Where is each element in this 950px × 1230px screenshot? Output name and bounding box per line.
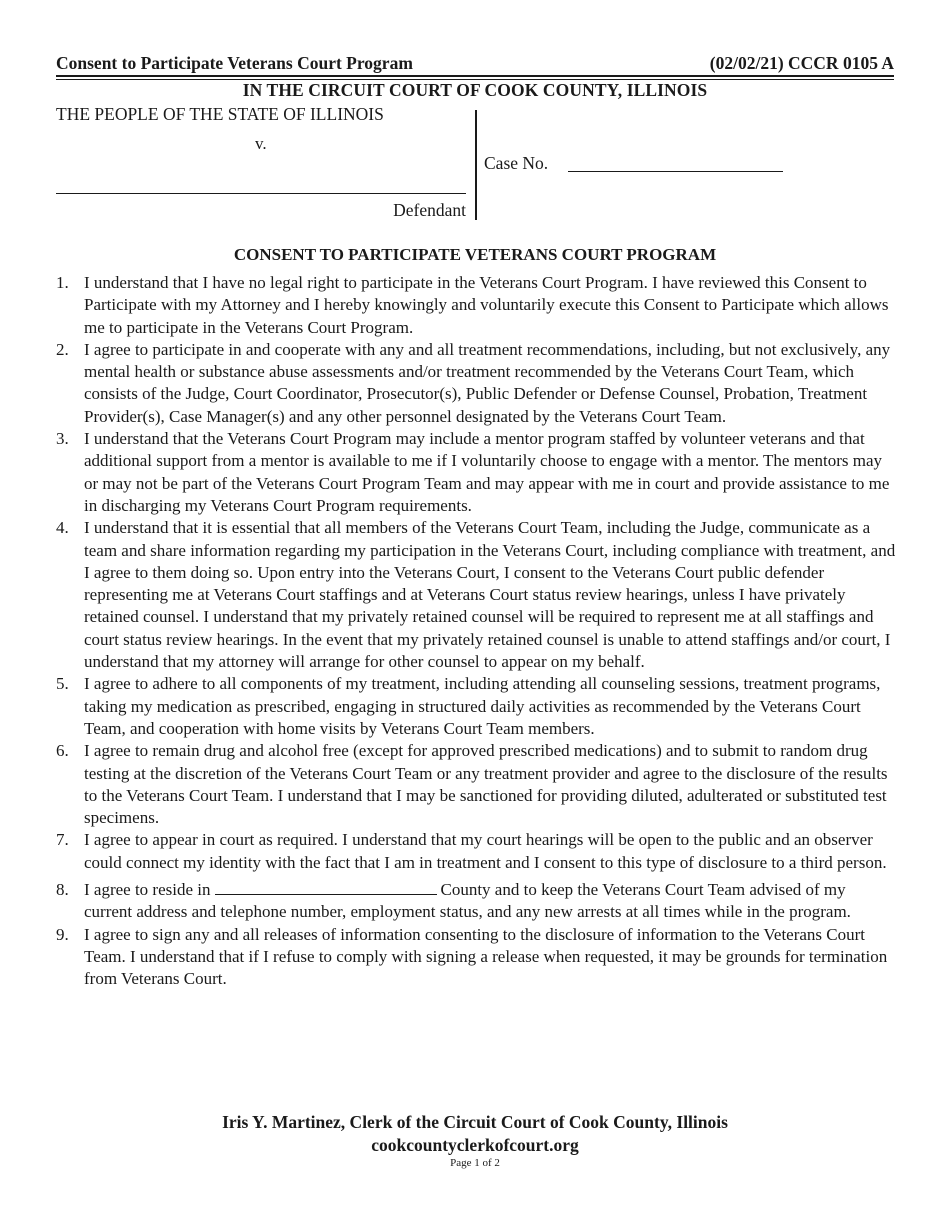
consent-item-5 xyxy=(56,673,898,740)
case-number-label: Case No. xyxy=(484,153,549,173)
item-number: 8. xyxy=(56,880,69,900)
consent-item-2 xyxy=(56,339,898,428)
consent-item-3 xyxy=(56,428,898,517)
defendant-name-field[interactable] xyxy=(56,193,466,194)
item-number: 3. xyxy=(56,429,69,449)
item-text: I understand that the Veterans Court Program may include a mentor program staffed by volunteer veterans and that additional support from a mentor is available to me if I voluntarily choose to engage with a mentor. The mentors may or may not be part of the Veterans Court Program Team and may appear with me in court and provide assistance to me in discharging my Veterans Court Program requirements. xyxy=(84,429,890,515)
consent-item-8 xyxy=(56,879,898,924)
item-number: 4. xyxy=(56,518,69,538)
consent-item-9 xyxy=(56,924,898,991)
defendant-label: Defendant xyxy=(393,200,466,220)
item-number: 9. xyxy=(56,924,69,944)
versus-label: v. xyxy=(255,134,267,153)
consent-terms-list xyxy=(56,272,898,991)
form-code: (02/02/21) CCCR 0105 A xyxy=(709,52,894,73)
document-title: CONSENT TO PARTICIPATE VETERANS COURT PROGRAM xyxy=(233,245,717,264)
clerk-name: Iris Y. Martinez, Clerk of the Circuit Court of Cook County, Illinois xyxy=(222,1112,728,1132)
consent-item-4 xyxy=(56,517,898,673)
consent-item-6 xyxy=(56,740,898,829)
item-text-before: I agree to reside in xyxy=(84,880,211,900)
item-number: 5. xyxy=(56,674,69,694)
court-title: IN THE CIRCUIT COURT OF COOK COUNTY, ILLINOIS xyxy=(242,80,708,100)
header-rule-thick xyxy=(56,75,894,77)
item-text: I agree to adhere to all components of my treatment, including attending all counseling sessions, treatment programs, taking my medication as prescribed, engaging in structured daily activities as recommended by the Veterans Court Team, and cooperation with home visits by Veterans Court Team members. xyxy=(84,674,881,738)
case-number-field[interactable] xyxy=(568,171,783,172)
caption-divider xyxy=(475,110,477,220)
item-number: 1. xyxy=(56,273,69,292)
form-header xyxy=(56,51,894,75)
page-number: Page 1 of 2 xyxy=(450,1157,500,1169)
clerk-website: cookcountyclerkofcourt.org xyxy=(371,1135,579,1155)
item-number: 7. xyxy=(56,830,69,850)
item-number: 2. xyxy=(56,339,69,359)
item-text: I agree to participate in and cooperate with any and all treatment recommendations, including, but not exclusively, any mental health or substance abuse assessments and/or treatment recommended by the Veterans Court Team, which consists of the Judge, Court Coordinator, Prosecutor(s), Public Defender or Defense Counsel, Probation, Treatment Provider(s), Case Manager(s) and any other personnel designated by the Veterans Court Team. xyxy=(84,339,891,426)
form-title: Consent to Participate Veterans Court Program xyxy=(56,52,413,73)
county-of-residence-field[interactable] xyxy=(215,880,437,895)
item-text-after: County and to keep the Veterans Court Team advised of my current address and telephone number, employment status, and any new arrests at all times while in the program. xyxy=(84,880,851,922)
item-text: I agree to sign any and all releases of information consenting to the disclosure of information to the Veterans Court Team. I understand that if I refuse to comply with signing a release when requested, it may be grounds for termination from Veterans Court. xyxy=(84,924,888,989)
item-number: 6. xyxy=(56,741,69,761)
consent-item-7 xyxy=(56,829,898,874)
consent-item-1 xyxy=(56,272,898,339)
item-text: I agree to remain drug and alcohol free (except for approved prescribed medications) and to submit to random drug testing at the discretion of the Veterans Court Team or any treatment provider and agree to the disclosure of the results to the Veterans Court Team. I understand that I may be sanctioned for providing diluted, adulterated or substituted test specimens. xyxy=(84,741,888,828)
item-text: I agree to appear in court as required. I understand that my court hearings will be open to the public and an observer could connect my identity with the fact that I am in treatment and I consent to this type of disclosure to a third person. xyxy=(84,830,887,872)
plaintiff-name: THE PEOPLE OF THE STATE OF ILLINOIS xyxy=(56,104,384,124)
item-text: I understand that it is essential that all members of the Veterans Court Team, including the Judge, communicate as a team and share information regarding my participation in the Veterans Court, including compliance with treatment, and I agree to them doing so. Upon entry into the Veterans Court, I consent to the Veterans Court public defender representing me at Veterans Court staffings and at Veterans Court status review hearings, unless I have privately retained counsel. I understand that my privately retained counsel will be required to represent me at all staffings and court status review hearings. In the event that my privately retained counsel is unable to attend staffings and/or court, I understand that my attorney will arrange for other counsel to appear on my behalf. xyxy=(84,518,896,672)
item-text: I understand that I have no legal right to participate in the Veterans Court Program. I have reviewed this Consent to Participate with my Attorney and I hereby knowingly and voluntarily execute this Consent to Participate which allows me to participate in the Veterans Court Program. xyxy=(84,273,889,337)
